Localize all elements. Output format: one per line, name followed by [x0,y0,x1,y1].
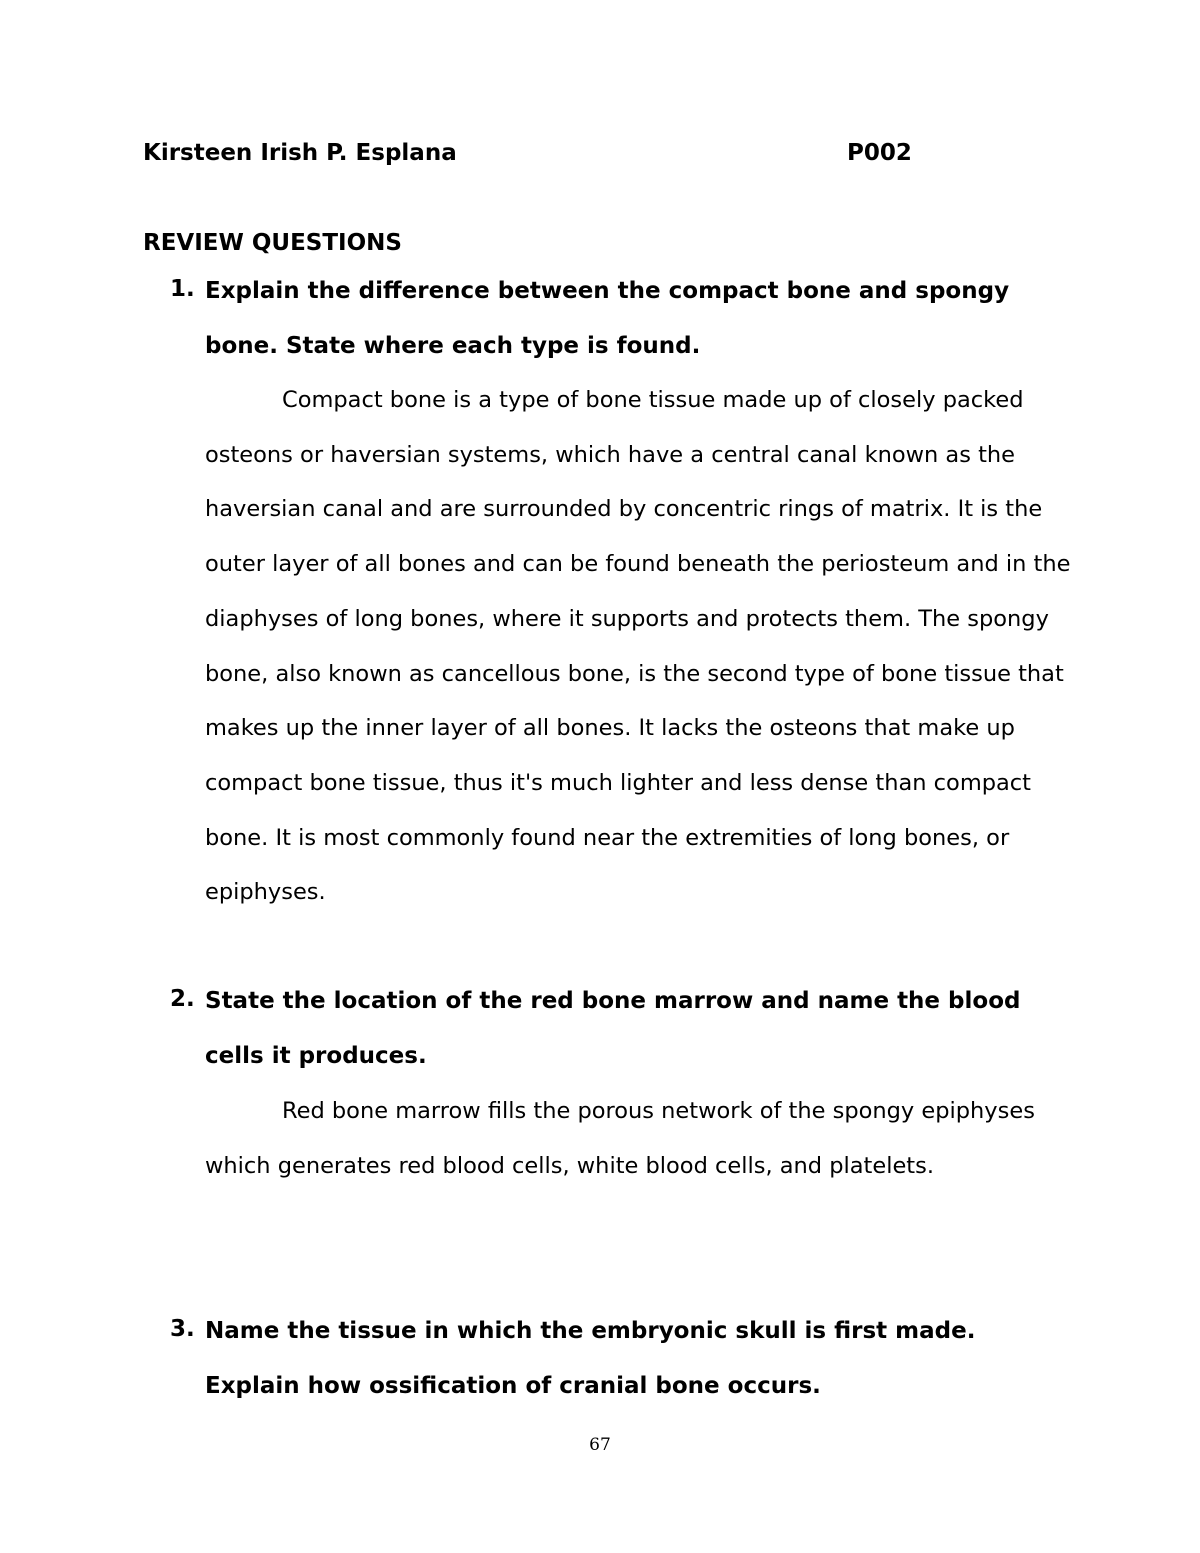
question-text: Name the tissue in which the embryonic skull is first made. Explain how ossification of cranial bone occurs. [205,1318,976,1399]
question-text: State the location of the red bone marrow and name the blood cells it produces. [205,988,1021,1069]
student-name: Kirsteen Irish P. Esplana [143,140,457,166]
page-number: 67 [589,1435,611,1455]
answer-text: Compact bone is a type of bone tissue made up of closely packed osteons or haversian systems, which have a central canal known as the haversian canal and are surrounded by concentric rings of matrix. It is the outer layer of all bones and can be found beneath the periosteum and in the diaphyses of long bones, where it supports and protects them. The spongy bone, also known as cancellous bone, is the second type of bone tissue that makes up the inner layer of all bones. It lacks the osteons that make up compact bone tissue, thus it's much lighter and less dense than compact bone. It is most commonly found near the extremities of long bones, or epiphyses. [205,387,1071,906]
answer-text: Red bone marrow fills the porous network of the spongy epiphyses which generates red blood cells, white blood cells, and platelets. [205,1098,1035,1179]
question-number: 3. [170,1316,195,1342]
question-number: 2. [170,986,195,1012]
question-text: Explain the difference between the compact bone and spongy bone. State where each type is found. [205,278,1010,359]
section-code: P002 [847,140,912,166]
question-number: 1. [170,276,195,302]
section-title: REVIEW QUESTIONS [143,230,402,256]
